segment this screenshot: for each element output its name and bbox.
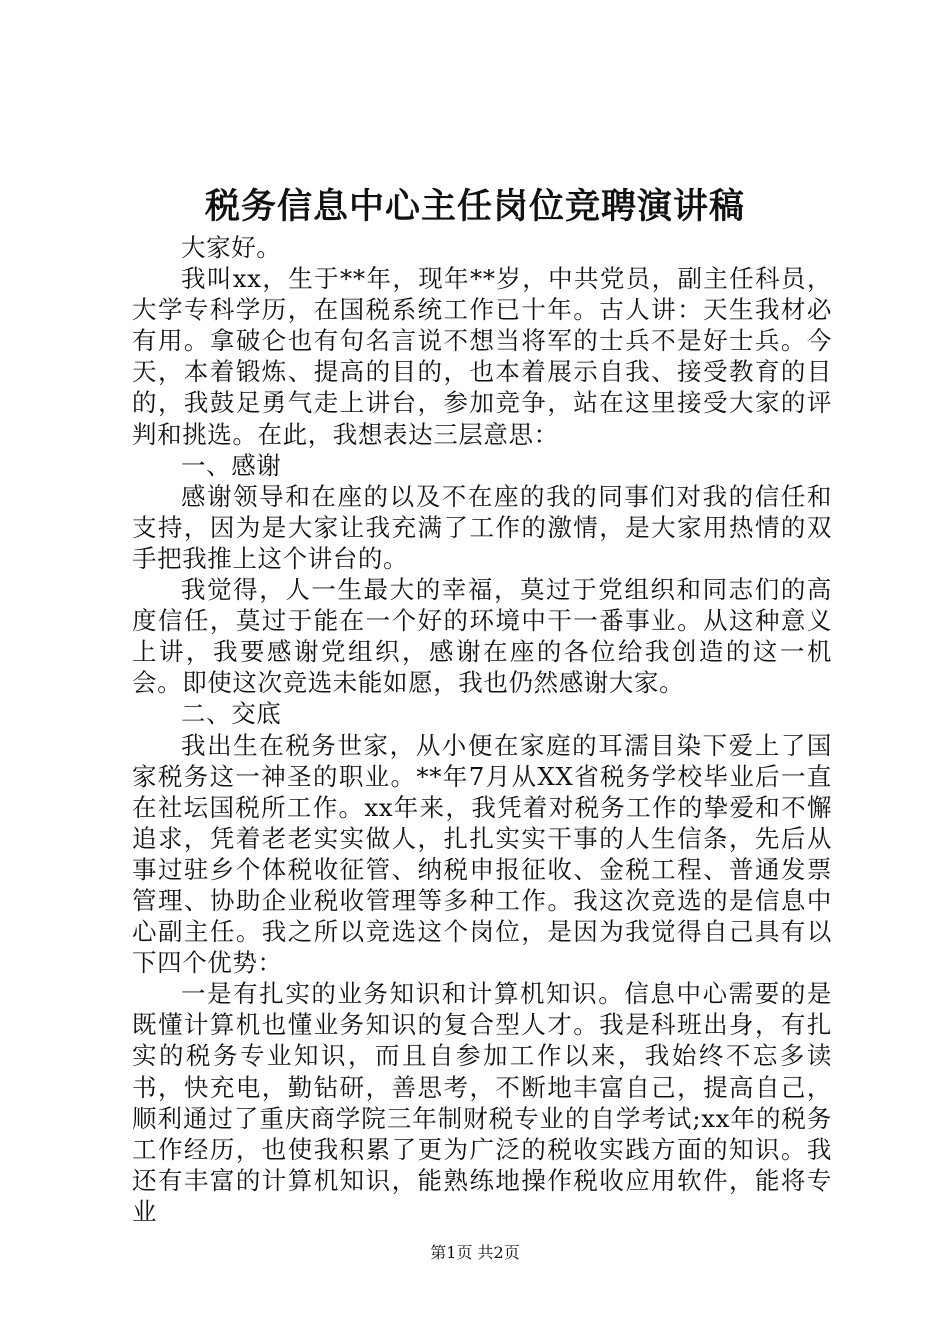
- document-body: [132, 232, 832, 1227]
- paragraph-happiness: 我觉得，人一生最大的幸福，莫过于党组织和同志们的高度信任，莫过于能在一个好的环境中干一番事业。从这种意义上讲，我要感谢党组织，感谢在座的各位给我创造的这一机会。即使这次竞选未能如愿，我也仍然感谢大家。: [132, 575, 832, 698]
- page-footer: 第1页 共2页: [430, 1243, 520, 1262]
- paragraph-introduction: 我叫xx，生于**年，现年**岁，中共党员，副主任科员，大学专科学历，在国税系统工作已十年。古人讲：天生我材必有用。拿破仑也有句名言说不想当将军的士兵不是好士兵。今天，本着锻炼、提高的目的，也本着展示自我、接受教育的目的，我鼓足勇气走上讲台，参加竞争，站在这里接受大家的评判和挑选。在此，我想表达三层意思：: [132, 264, 832, 449]
- paragraph-greeting: 大家好。: [181, 233, 282, 262]
- paragraph-background: 我出生在税务世家，从小便在家庭的耳濡目染下爱上了国家税务这一神圣的职业。**年7月从XX省税务学校毕业后一直在社坛国税所工作。xx年来，我凭着对税务工作的挚爱和不懈追求，凭着老老实实做人，扎扎实实干事的人生信条，先后从事过驻乡个体税收征管、纳税申报征收、金税工程、普通发票管理、协助企业税收管理等多种工作。我这次竞选的是信息中心副主任。我之所以竞选这个岗位，是因为我觉得自己具有以下四个优势：: [132, 730, 832, 978]
- paragraph-advantage-one: 一是有扎实的业务知识和计算机知识。信息中心需要的是既懂计算机也懂业务知识的复合型人才。我是科班出身，有扎实的税务专业知识，而且自参加工作以来，我始终不忘多读书，快充电，勤钻研，善思考，不断地丰富自己，提高自己，顺利通过了重庆商学院三年制财税专业的自学考试;xx年的税务工作经历，也使我积累了更为广泛的税收实践方面的知识。我还有丰富的计算机知识，能熟练地操作税收应用软件，能将专业: [132, 979, 832, 1226]
- document-title: 税务信息中心主任岗位竞聘演讲稿: [204, 186, 745, 227]
- paragraph-thanks: 感谢领导和在座的以及不在座的我的同事们对我的信任和支持，因为是大家让我充满了工作的激情，是大家用热情的双手把我推上这个讲台的。: [132, 481, 832, 573]
- section-heading-thanks: 一、感谢: [181, 450, 282, 480]
- section-heading-background: 二、交底: [181, 699, 282, 729]
